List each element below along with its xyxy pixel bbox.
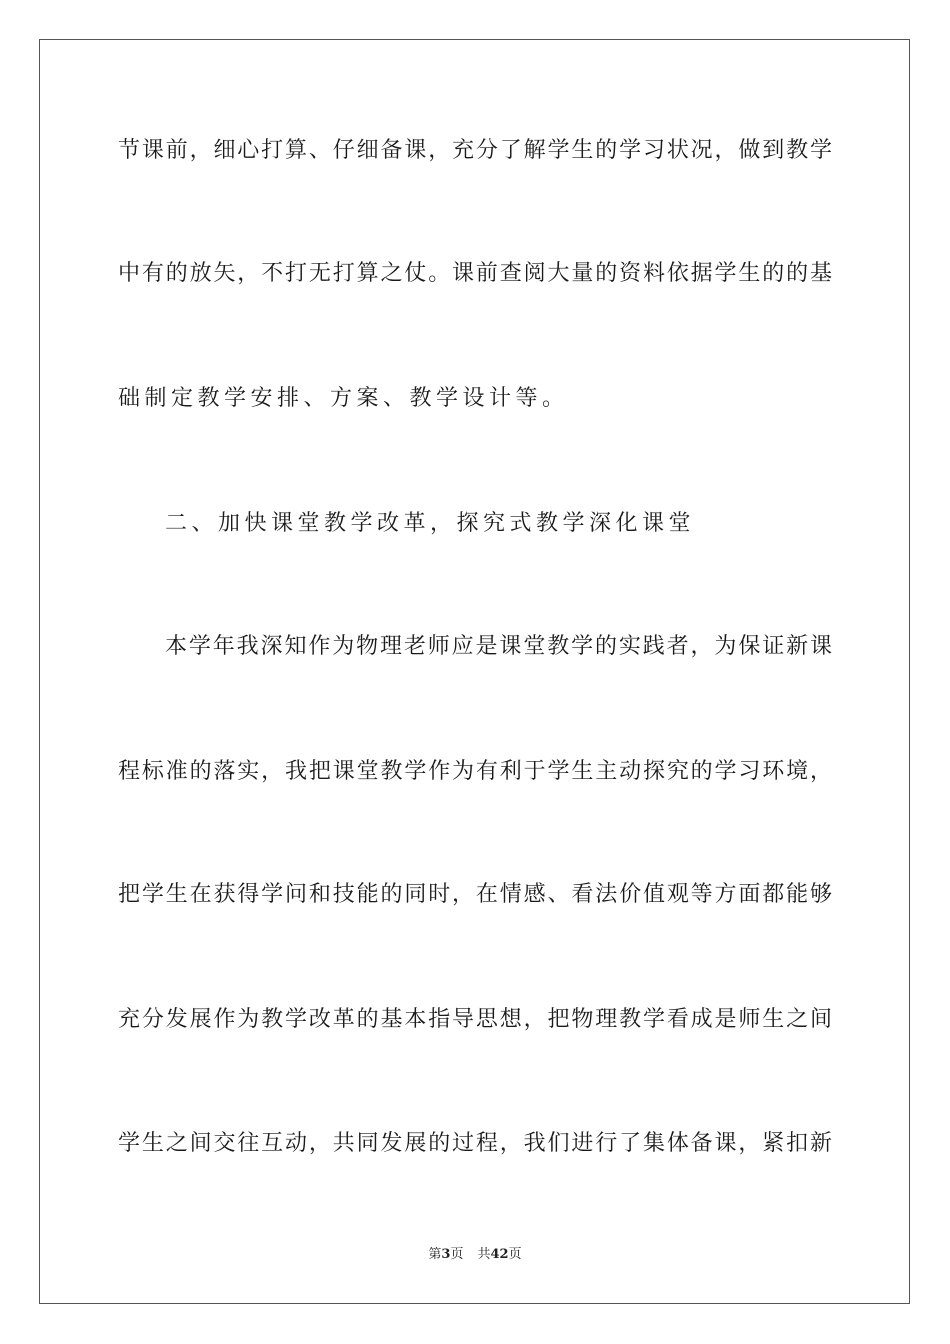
body-text-line-6: 程标准的落实，我把课堂教学作为有利于学生主动探究的学习环境，: [118, 759, 832, 784]
section-heading: 二、加快课堂教学改革，探究式教学深化课堂: [165, 511, 696, 536]
body-text-line-2: 中有的放矢，不打无打算之仗。课前查阅大量的资料依据学生的的基: [118, 261, 832, 286]
page-footer: [0, 1246, 950, 1264]
total-page-count: 42: [490, 1247, 509, 1262]
body-text-line-5: 本学年我深知作为物理老师应是课堂教学的实践者，为保证新课: [165, 634, 832, 659]
body-text-line-7: 把学生在获得学问和技能的同时，在情感、看法价值观等方面都能够: [118, 882, 832, 907]
body-text-line-1: 节课前，细心打算、仔细备课，充分了解学生的学习状况，做到教学: [118, 138, 832, 163]
page-prefix: 第: [428, 1247, 442, 1262]
page-unit: 页: [450, 1247, 464, 1262]
page-border: [39, 39, 910, 1304]
current-page-number: 3: [441, 1247, 451, 1262]
body-text-line-8: 充分发展作为教学改革的基本指导思想，把物理教学看成是师生之间: [118, 1007, 832, 1032]
body-text-line-3: 础制定教学安排、方案、教学设计等。: [118, 386, 569, 411]
total-unit: 页: [508, 1247, 522, 1262]
body-text-line-9: 学生之间交往互动，共同发展的过程，我们进行了集体备课，紧扣新: [118, 1131, 832, 1156]
total-prefix: 共: [477, 1247, 491, 1262]
